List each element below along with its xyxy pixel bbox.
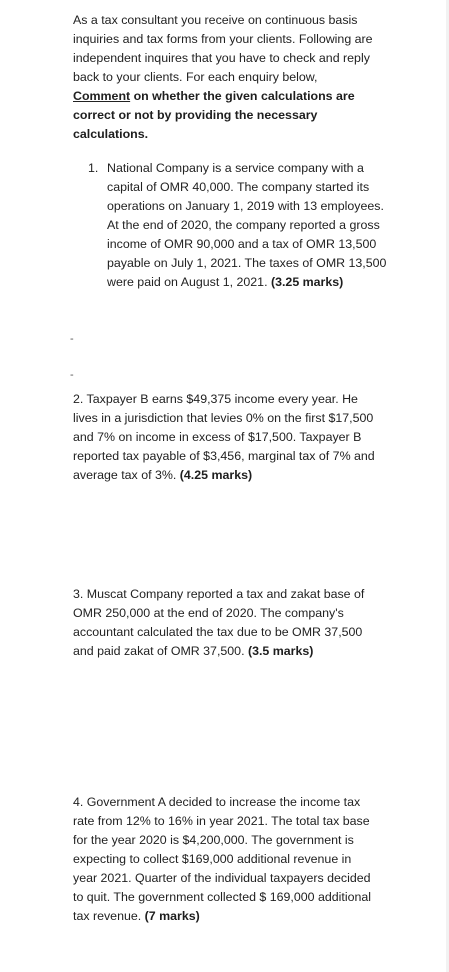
- question-1-marks: (3.25 marks): [270, 275, 344, 289]
- question-2-text: 2. Taxpayer B earns $49,375 income every year. He lives in a jurisdiction that levies 0% on the first $17,500 and 7% on income in excess of $17,500. Taxpayer B reported tax payable of $3,456, marginal tax of 7% and average tax of 3%.: [73, 392, 375, 482]
- question-4: [73, 793, 373, 926]
- dash-marker: -: [70, 369, 74, 381]
- question-3-text: 3. Muscat Company reported a tax and zakat base of OMR 250,000 at the end of 2020. The company's accountant calculated the tax due to be OMR 37,500 and paid zakat of OMR 37,500.: [73, 587, 365, 658]
- question-1: [88, 159, 388, 292]
- question-2: [73, 390, 378, 485]
- question-3: [73, 585, 378, 661]
- question-1-body: [107, 159, 388, 292]
- dash-marker: -: [70, 333, 74, 345]
- question-3-marks: (3.5 marks): [247, 644, 314, 658]
- instructions-paragraph: [73, 11, 373, 144]
- question-4-marks: (7 marks): [144, 909, 200, 923]
- question-4-text: 4. Government A decided to increase the income tax rate from 12% to 16% in year 2021. The total tax base for the year 2020 is $4,200,000. The government is expecting to collect $169,000 additional revenue in year 2021. Quarter of the individual taxpayers decided to quit. The government collected $ 169,000 additional tax revenue.: [73, 795, 372, 923]
- instructions-bold-text: on whether the given calculations are correct or not by providing the necessary calculations.: [73, 89, 355, 141]
- comment-keyword: Comment: [73, 89, 131, 103]
- question-2-marks: (4.25 marks): [179, 468, 253, 482]
- question-1-text: National Company is a service company with a capital of OMR 40,000. The company started its operations on January 1, 2019 with 13 employees. At the end of 2020, the company reported a gross income of OMR 90,000 and a tax of OMR 13,500 payable on July 1, 2021. The taxes of OMR 13,500 were paid on August 1, 2021.: [107, 161, 387, 289]
- question-1-number: 1.: [88, 161, 99, 175]
- instructions-text: As a tax consultant you receive on continuous basis inquiries and tax forms from your clients. Following are independent inquires that you have to check and reply back to your clients. For each enquiry below,: [73, 13, 373, 84]
